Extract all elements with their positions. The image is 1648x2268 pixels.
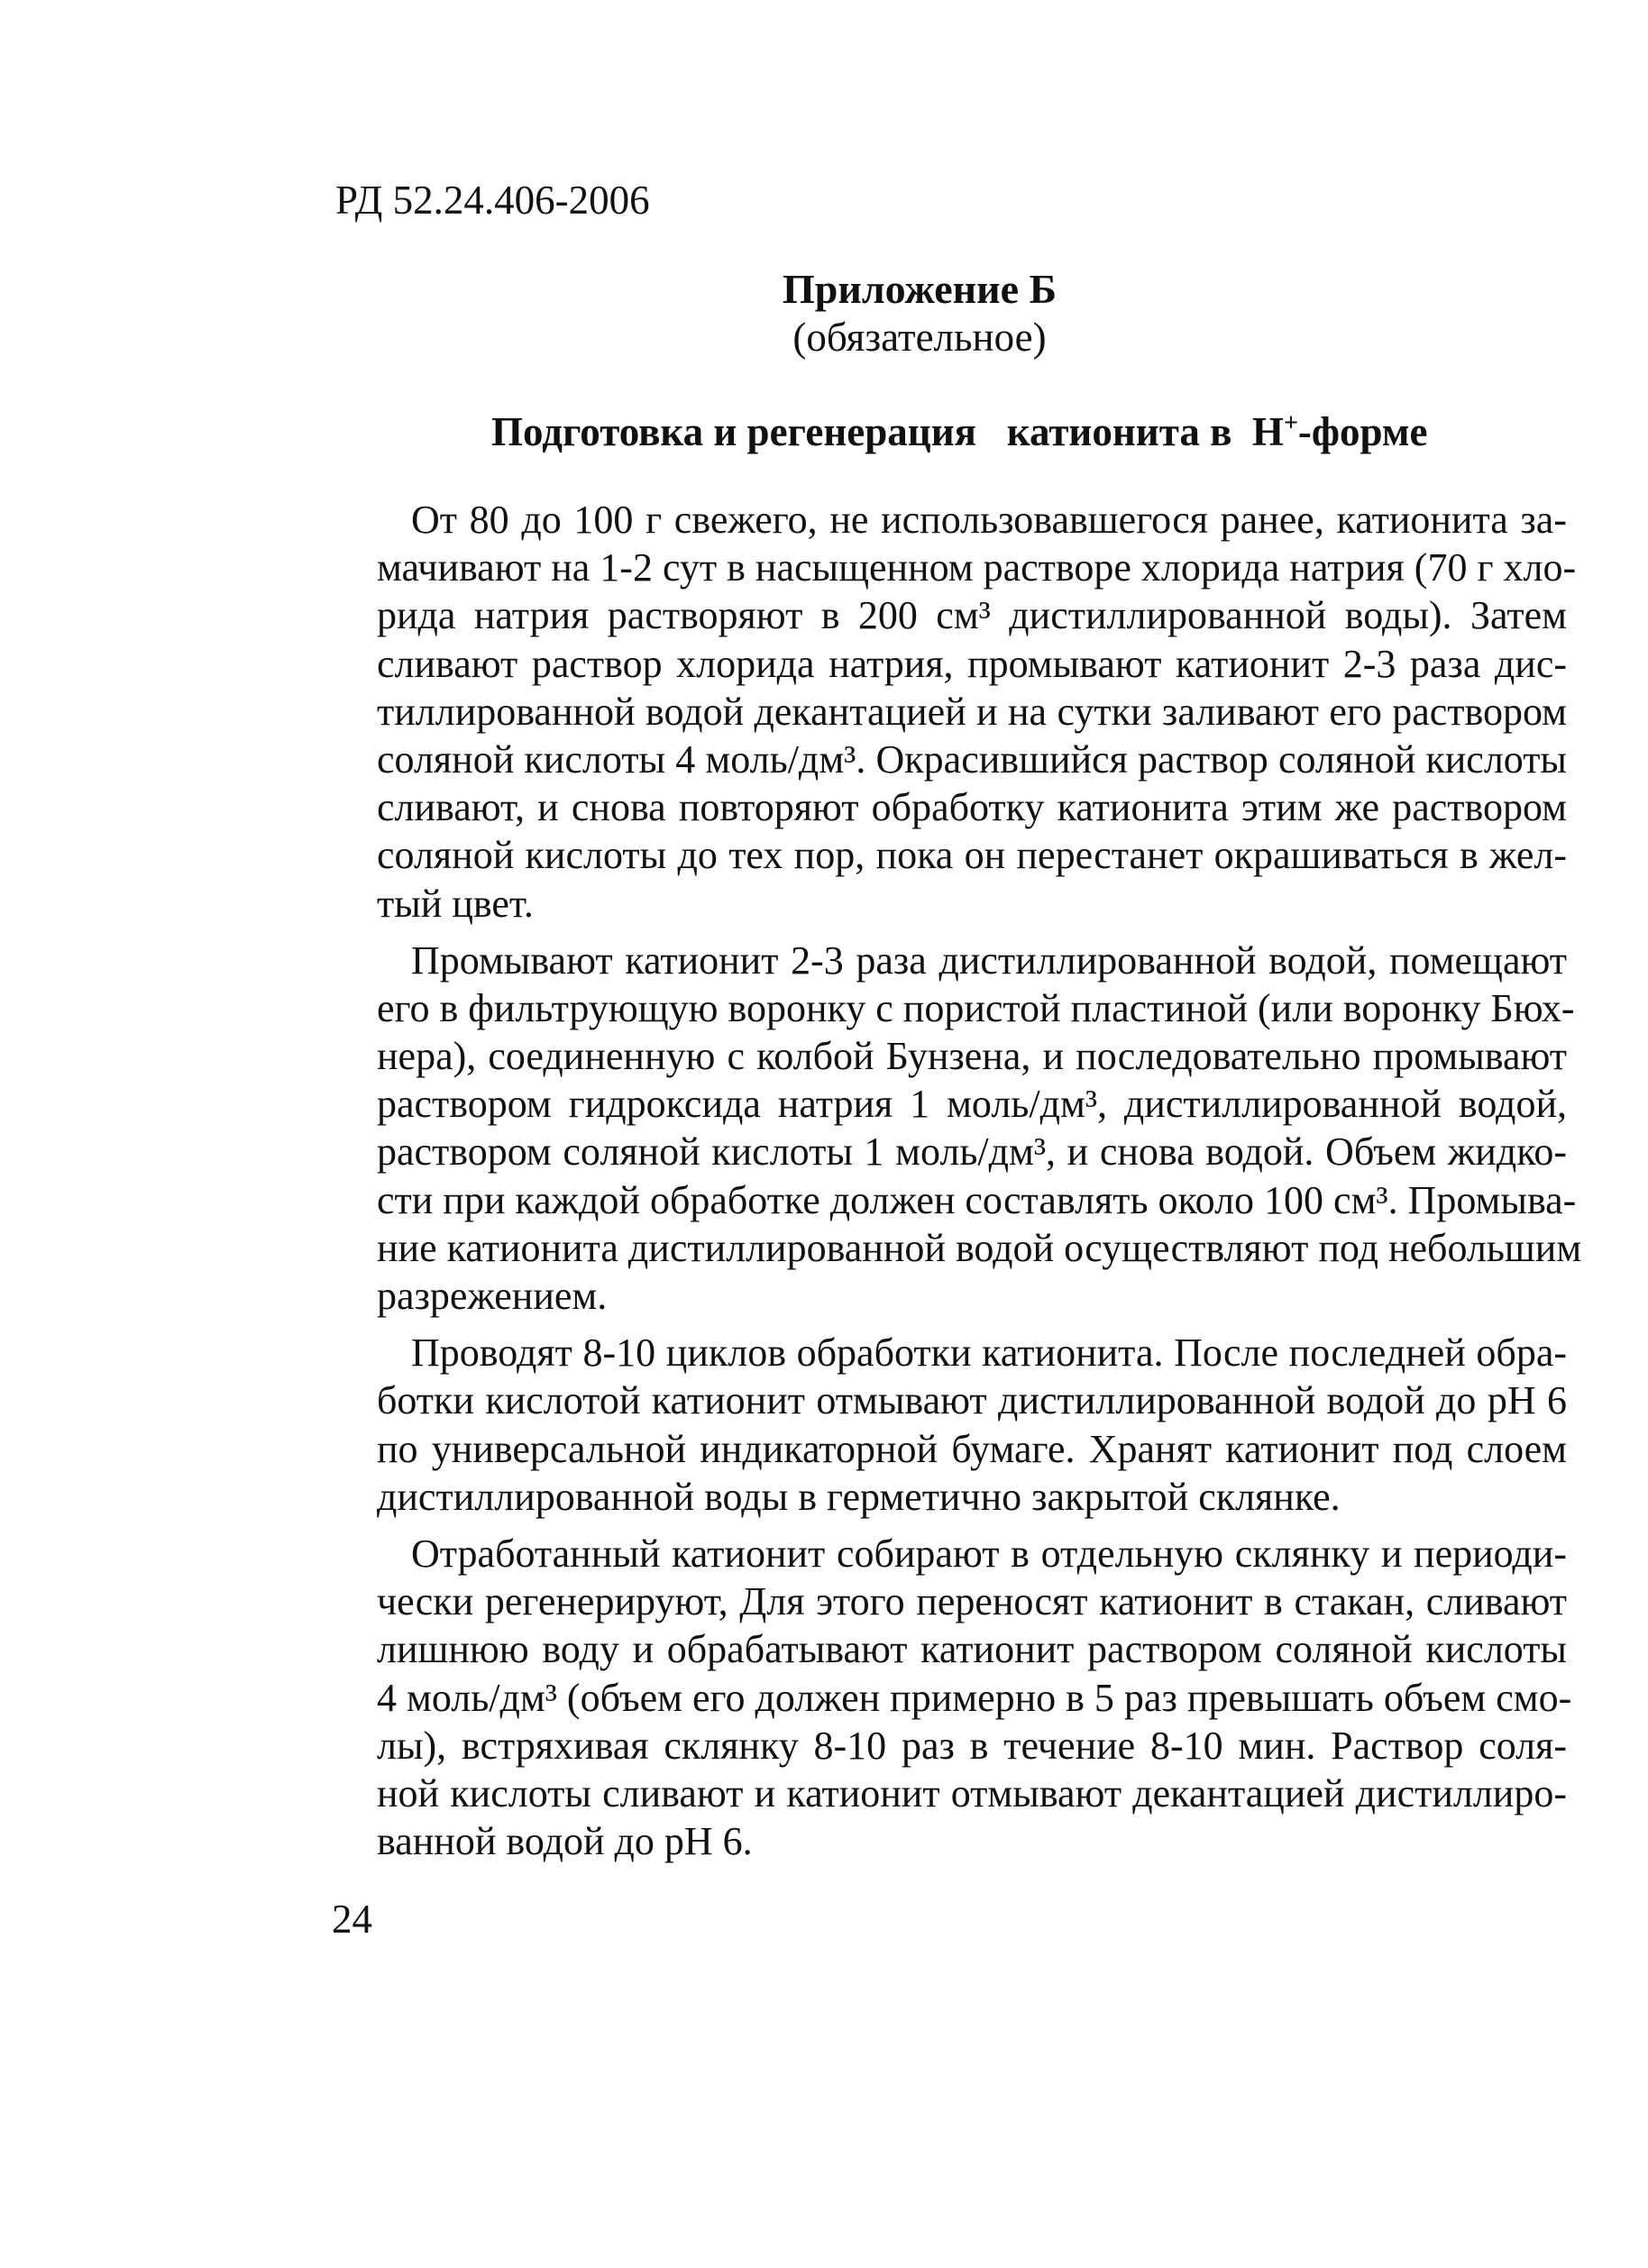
- section-heading: [491, 411, 1428, 453]
- page-number: 24: [332, 1897, 372, 1942]
- text-line: сливают раствор хлорида натрия, промывают катионит 2-3 раза дис-: [377, 641, 1567, 686]
- document-code: РД 52.24.406-2006: [335, 178, 650, 223]
- text-line: нера), соединенную с колбой Бунзена, и последовательно промывают: [377, 1034, 1567, 1079]
- text-line: сливают, и снова повторяют обработку катионита этим же раствором: [377, 785, 1567, 830]
- text-line: тый цвет.: [377, 881, 534, 926]
- section-heading-main: Подготовка и регенерация катионита в Н: [491, 409, 1284, 454]
- appendix-status: (обязательное): [792, 315, 1047, 360]
- text-line: дистиллированной воды в герметично закрытой склянке.: [377, 1474, 1341, 1519]
- body-text: [377, 496, 1582, 1865]
- text-line: сти при каждой обработке должен составлять около 100 см³. Промыва-: [377, 1177, 1577, 1222]
- text-line: мачивают на 1-2 сут в насыщенном растворе хлорида натрия (70 г хло-: [377, 545, 1577, 590]
- text-line: лишнюю воду и обрабатывают катионит раствором соляной кислоты: [377, 1627, 1567, 1672]
- paragraph: [377, 496, 1577, 928]
- text-line: От 80 до 100 г свежего, не использовавшегося ранее, катионита за-: [411, 498, 1567, 542]
- text-line: раствором соляной кислоты 1 моль/дм³, и снова водой. Объем жидко-: [377, 1129, 1567, 1175]
- text-line: Отработанный катионит собирают в отдельную склянку и периоди-: [411, 1531, 1567, 1576]
- section-heading-suffix: -форме: [1297, 409, 1428, 454]
- appendix-title: Приложение Б: [782, 266, 1057, 312]
- text-line: соляной кислоты до тех пор, пока он перестанет окрашиваться в жел-: [377, 833, 1567, 878]
- text-line: Проводят 8-10 циклов обработки катионита. После последней обра-: [411, 1331, 1567, 1376]
- text-line: по универсальной индикаторной бумаге. Хранят катионит под слоем: [377, 1426, 1567, 1471]
- text-line: ной кислоты сливают и катионит отмывают декантацией дистиллиро-: [377, 1770, 1567, 1815]
- paragraph: [377, 1530, 1572, 1865]
- text-line: ние катионита дистиллированной водой осуществляют под небольшим: [377, 1225, 1582, 1270]
- text-line: тиллированной водой декантацией и на сутки заливают его раствором: [377, 689, 1567, 734]
- text-line: Промывают катионит 2-3 раза дистиллированной водой, помещают: [411, 937, 1567, 983]
- text-line: ванной водой до pH 6.: [377, 1819, 753, 1864]
- text-line: ботки кислотой катионит отмывают дистиллированной водой до pH 6: [377, 1378, 1567, 1423]
- paragraph: [377, 937, 1582, 1321]
- paragraph: [377, 1329, 1567, 1521]
- text-line: соляной кислоты 4 моль/дм³. Окрасившийся раствор соляной кислоты: [377, 736, 1567, 782]
- text-line: раствором гидроксида натрия 1 моль/дм³, дистиллированной водой,: [377, 1082, 1567, 1127]
- text-line: его в фильтрующую воронку с пористой пластиной (или воронку Бюх-: [377, 985, 1575, 1030]
- text-line: рида натрия растворяют в 200 см³ дистиллированной воды). Затем: [377, 593, 1567, 638]
- text-line: 4 моль/дм³ (объем его должен примерно в 5 раз превышать объем смо-: [377, 1675, 1572, 1720]
- text-line: чески регенерируют, Для этого переносят катионит в стакан, сливают: [377, 1579, 1567, 1624]
- text-line: разрежением.: [377, 1274, 608, 1318]
- text-line: лы), встряхивая склянку 8-10 раз в течение 8-10 мин. Раствор соля-: [377, 1723, 1567, 1768]
- section-heading-superscript: +: [1283, 409, 1298, 437]
